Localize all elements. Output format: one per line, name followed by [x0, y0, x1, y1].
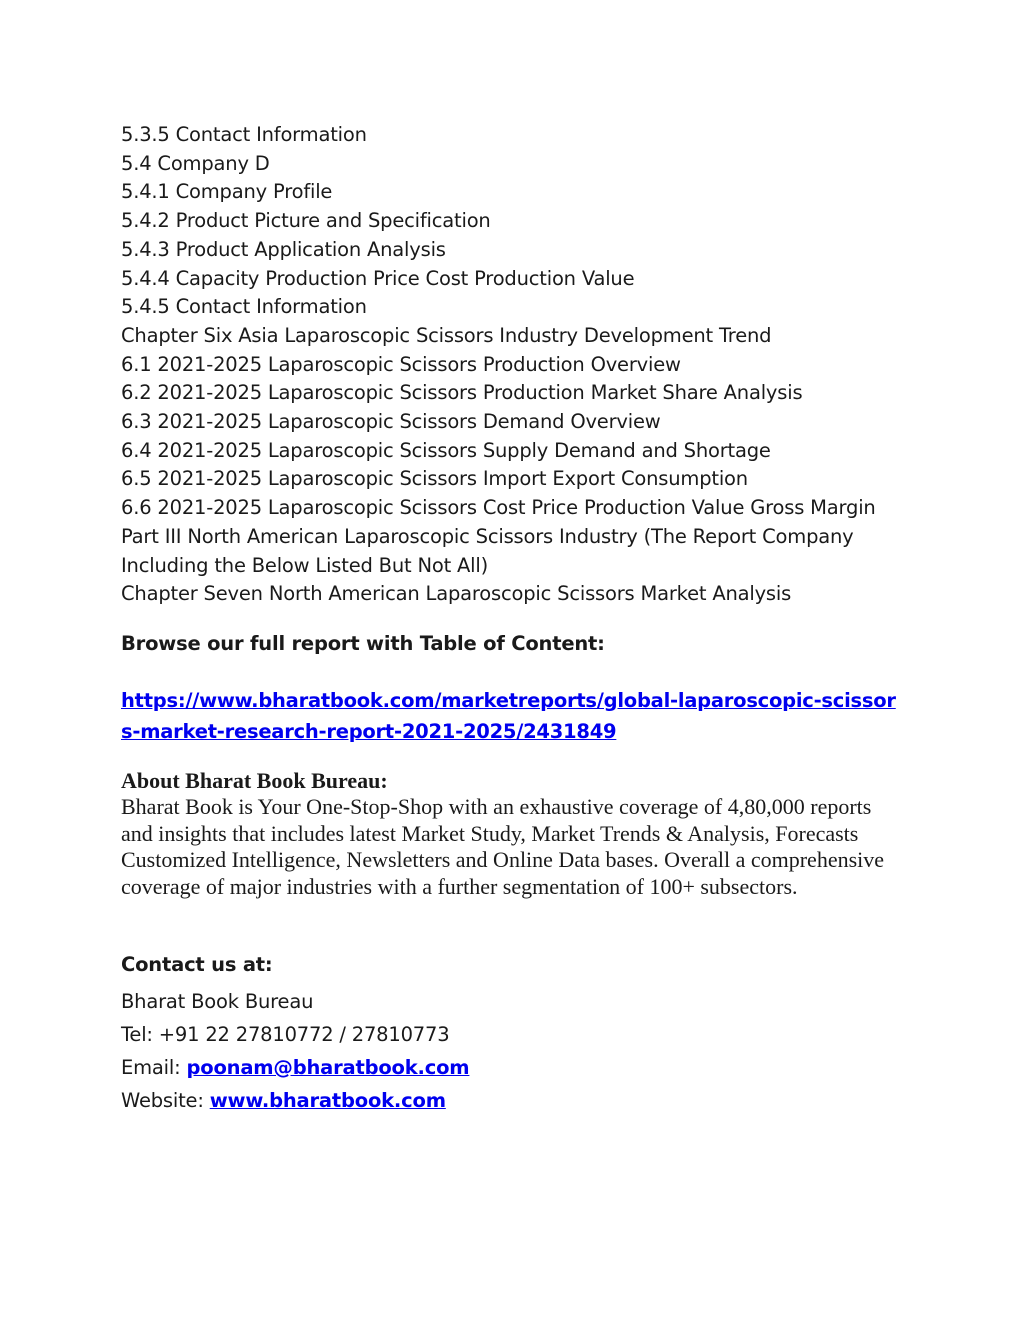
toc-item: 5.4.4 Capacity Production Price Cost Production Value: [121, 266, 635, 290]
toc-item: 6.2 2021-2025 Laparoscopic Scissors Production Market Share Analysis: [121, 381, 803, 405]
toc-item: Chapter Seven North American Laparoscopic Scissors Market Analysis: [121, 582, 792, 606]
browse-heading: Browse our full report with Table of Content:: [121, 632, 605, 655]
contact-details: [121, 985, 469, 1117]
contact-email-line: [121, 1051, 469, 1084]
contact-tel: Tel: +91 22 27810772 / 27810773: [121, 1023, 450, 1046]
toc-item: 5.4.3 Product Application Analysis: [121, 237, 446, 261]
toc-item: 6.5 2021-2025 Laparoscopic Scissors Import Export Consumption: [121, 467, 748, 491]
toc-item: 6.4 2021-2025 Laparoscopic Scissors Supply Demand and Shortage: [121, 438, 771, 462]
website-label: Website:: [121, 1089, 210, 1112]
website-link[interactable]: www.bharatbook.com: [209, 1089, 446, 1112]
contact-company: Bharat Book Bureau: [121, 990, 314, 1013]
contact-heading: Contact us at:: [121, 953, 273, 976]
email-link[interactable]: poonam@bharatbook.com: [186, 1056, 470, 1079]
toc-item: 5.3.5 Contact Information: [121, 123, 367, 146]
toc-item: 5.4.5 Contact Information: [121, 295, 367, 319]
about-heading: About Bharat Book Bureau:: [121, 768, 388, 793]
toc-item: 5.4.2 Product Picture and Specification: [121, 209, 491, 233]
toc-item: 5.4 Company D: [121, 151, 270, 175]
contact-website-line: [121, 1084, 469, 1117]
toc-item: Part III North American Laparoscopic Scissors Industry (The Report Company Including the Below Listed But Not All): [121, 524, 854, 577]
table-of-contents: [121, 121, 921, 609]
toc-item: 6.6 2021-2025 Laparoscopic Scissors Cost Price Production Value Gross Margin: [121, 496, 876, 520]
toc-item: 6.1 2021-2025 Laparoscopic Scissors Production Overview: [121, 352, 681, 376]
email-label: Email:: [121, 1056, 187, 1079]
toc-item: 6.3 2021-2025 Laparoscopic Scissors Demand Overview: [121, 410, 661, 434]
report-link[interactable]: https://www.bharatbook.com/marketreports/global-laparoscopic-scissors-market-research-report-2021-2025/2431849: [121, 689, 896, 743]
about-paragraph: Bharat Book is Your One-Stop-Shop with an exhaustive coverage of 4,80,000 reports and insights that includes latest Market Study, Market Trends & Analysis, Forecasts Customized Intelligence, Newsletters and Online Data bases. Overall a comprehensive coverage of major industries with a further segmentation of 100+ subsectors.: [121, 794, 885, 899]
toc-item: 5.4.1 Company Profile: [121, 180, 333, 204]
toc-item: Chapter Six Asia Laparoscopic Scissors Industry Development Trend: [121, 323, 772, 347]
